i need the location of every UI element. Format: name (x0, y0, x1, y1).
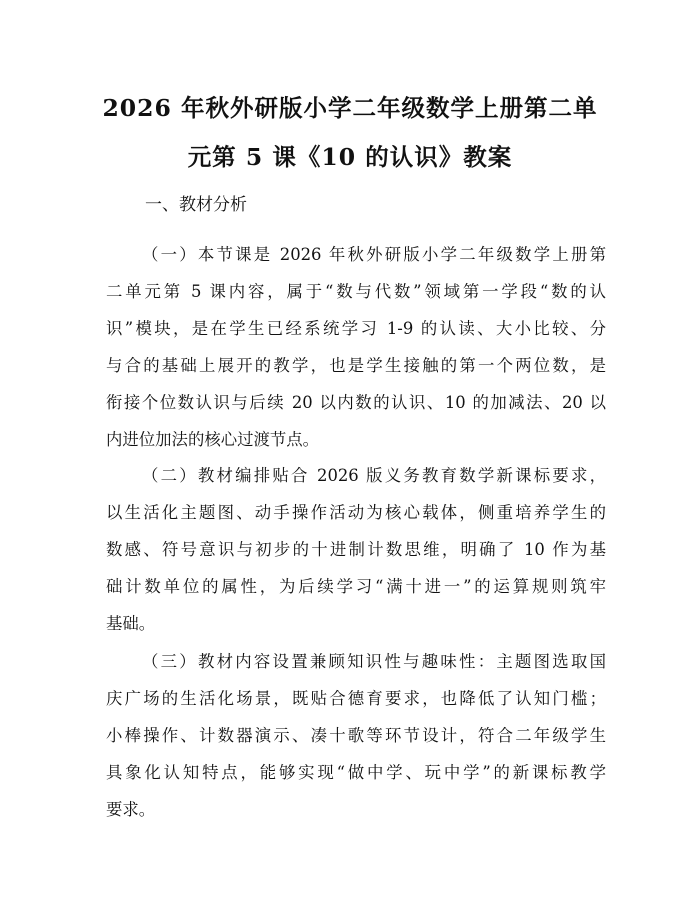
paragraph-line: （一）本节课是 2026 年秋外研版小学二年级数学上册第 (142, 245, 606, 264)
paragraph-1 (106, 236, 606, 458)
paragraph-line: 数感、符号意识与初步的十进制计数思维，明确了 10 作为基 (106, 540, 606, 559)
paragraph-line: （二）教材编排贴合 2026 版义务教育数学新课标要求， (142, 466, 606, 485)
paragraph-line: 小棒操作、计数器演示、凑十歌等环节设计，符合二年级学生 (106, 726, 606, 745)
paragraph-line: 具象化认知特点，能够实现“做中学、玩中学”的新课标教学 (106, 763, 606, 782)
paragraph-line: 识”模块，是在学生已经系统学习 1-9 的认读、大小比较、分 (106, 319, 606, 338)
paragraph-2 (106, 457, 606, 642)
paragraph-line: 础计数单位的属性，为后续学习“满十进一”的运算规则筑牢 (106, 577, 606, 596)
paragraph-line: （三）教材内容设置兼顾知识性与趣味性：主题图选取国 (142, 652, 606, 671)
paragraph-line: 与合的基础上展开的教学，也是学生接触的第一个两位数，是 (106, 356, 606, 375)
section-heading: 一、教材分析 (145, 195, 247, 215)
paragraph-line: 以生活化主题图、动手操作活动为核心载体，侧重培养学生的 (106, 503, 606, 522)
paragraph-line: 要求。 (106, 800, 156, 819)
document-title-line-2: 元第 5 课《10 的认识》教案 (187, 143, 513, 171)
paragraph-3 (106, 643, 606, 828)
paragraph-line: 二单元第 5 课内容，属于“数与代数”领域第一学段“数的认 (106, 282, 606, 301)
paragraph-line: 衔接个位数认识与后续 20 以内数的认识、10 的加减法、20 以 (106, 393, 606, 412)
document-title-line-1: 2026 年秋外研版小学二年级数学上册第二单 (102, 94, 598, 122)
paragraph-line: 内进位加法的核心过渡节点。 (106, 430, 320, 449)
paragraph-line: 庆广场的生活化场景，既贴合德育要求，也降低了认知门槛； (106, 689, 606, 708)
paragraph-line: 基础。 (106, 614, 156, 633)
